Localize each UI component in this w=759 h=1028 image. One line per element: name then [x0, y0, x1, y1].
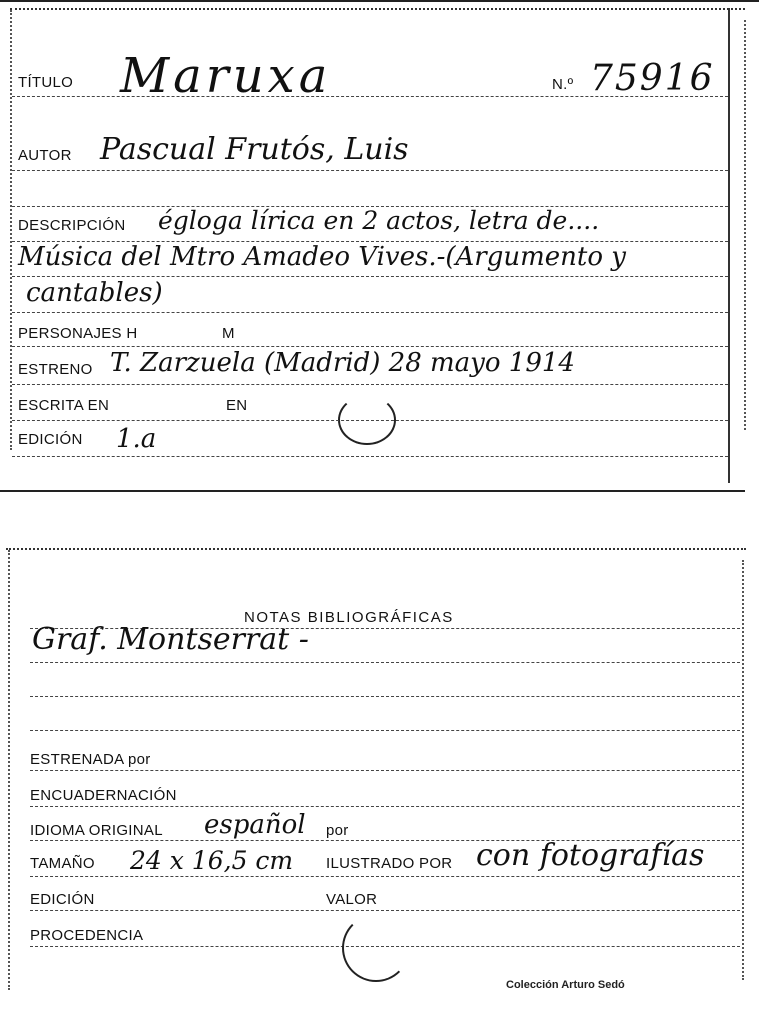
- catalog-card-back: [0, 540, 759, 1028]
- rule-line: [12, 312, 728, 313]
- rule-line: [30, 910, 740, 911]
- rule-line: [12, 346, 728, 347]
- notas-heading: NOTAS BIBLIOGRÁFICAS: [244, 609, 454, 626]
- escrita-label: ESCRITA EN: [18, 397, 110, 414]
- procedencia-label: PROCEDENCIA: [30, 927, 144, 944]
- card-edge: [0, 490, 745, 492]
- rule-line: [30, 696, 740, 697]
- rule-line: [12, 420, 728, 421]
- autor-value: Pascual Frutós, Luis: [100, 132, 409, 167]
- rule-line: [12, 276, 728, 277]
- collection-footer: Colección Arturo Sedó: [506, 979, 625, 991]
- descripcion-label: DESCRIPCIÓN: [18, 217, 126, 234]
- idioma-label: IDIOMA ORIGINAL: [30, 822, 163, 839]
- rule-line: [12, 170, 728, 171]
- idioma-por-label: por: [326, 822, 349, 839]
- card-edge: [0, 0, 759, 2]
- rule-line: [30, 770, 740, 771]
- card-edge: [10, 8, 745, 11]
- tamano-value: 24 x 16,5 cm: [130, 846, 294, 875]
- descripcion-line-1: égloga lírica en 2 actos, letra de....: [158, 206, 600, 235]
- rule-line: [30, 730, 740, 731]
- escrita-en-label: EN: [226, 397, 248, 414]
- catalog-card-front: [0, 0, 759, 495]
- personajes-m-label: M: [222, 325, 235, 342]
- personajes-label: PERSONAJES H: [18, 325, 138, 342]
- estreno-label: ESTRENO: [18, 361, 93, 378]
- rule-line: [30, 806, 740, 807]
- edicion-value: 1.a: [116, 424, 157, 454]
- encuadernacion-label: ENCUADERNACIÓN: [30, 787, 177, 804]
- ilustrado-value: con fotografías: [476, 838, 705, 873]
- rule-line: [12, 96, 728, 97]
- titulo-label: TÍTULO: [18, 74, 74, 91]
- card-edge: [742, 560, 744, 980]
- edicion-label: EDICIÓN: [18, 431, 83, 448]
- ilustrado-label: ILUSTRADO POR: [326, 855, 453, 872]
- numero-label: N.º: [552, 76, 574, 93]
- valor-label: VALOR: [326, 891, 378, 908]
- estreno-value: T. Zarzuela (Madrid) 28 mayo 1914: [110, 348, 575, 378]
- rule-line: [12, 456, 728, 457]
- titulo-value: Maruxa: [120, 48, 332, 104]
- card-edge: [744, 20, 747, 430]
- notas-value: Graf. Montserrat -: [32, 622, 309, 657]
- card-edge: [728, 8, 730, 483]
- card-edge: [6, 548, 746, 550]
- rule-line: [30, 662, 740, 663]
- card-edge: [8, 550, 10, 990]
- estrenada-label: ESTRENADA por: [30, 751, 151, 768]
- descripcion-line-3: cantables): [26, 278, 163, 308]
- numero-value: 75916: [590, 58, 715, 99]
- autor-label: AUTOR: [18, 147, 72, 164]
- idioma-value: español: [204, 810, 306, 840]
- tamano-label: TAMAÑO: [30, 855, 95, 872]
- edicion-back-label: EDICIÓN: [30, 891, 95, 908]
- rule-line: [12, 384, 728, 385]
- descripcion-line-2: Música del Mtro Amadeo Vives.-(Argumento y: [18, 242, 626, 272]
- stamp-circle: [342, 914, 410, 982]
- rule-line: [30, 876, 740, 877]
